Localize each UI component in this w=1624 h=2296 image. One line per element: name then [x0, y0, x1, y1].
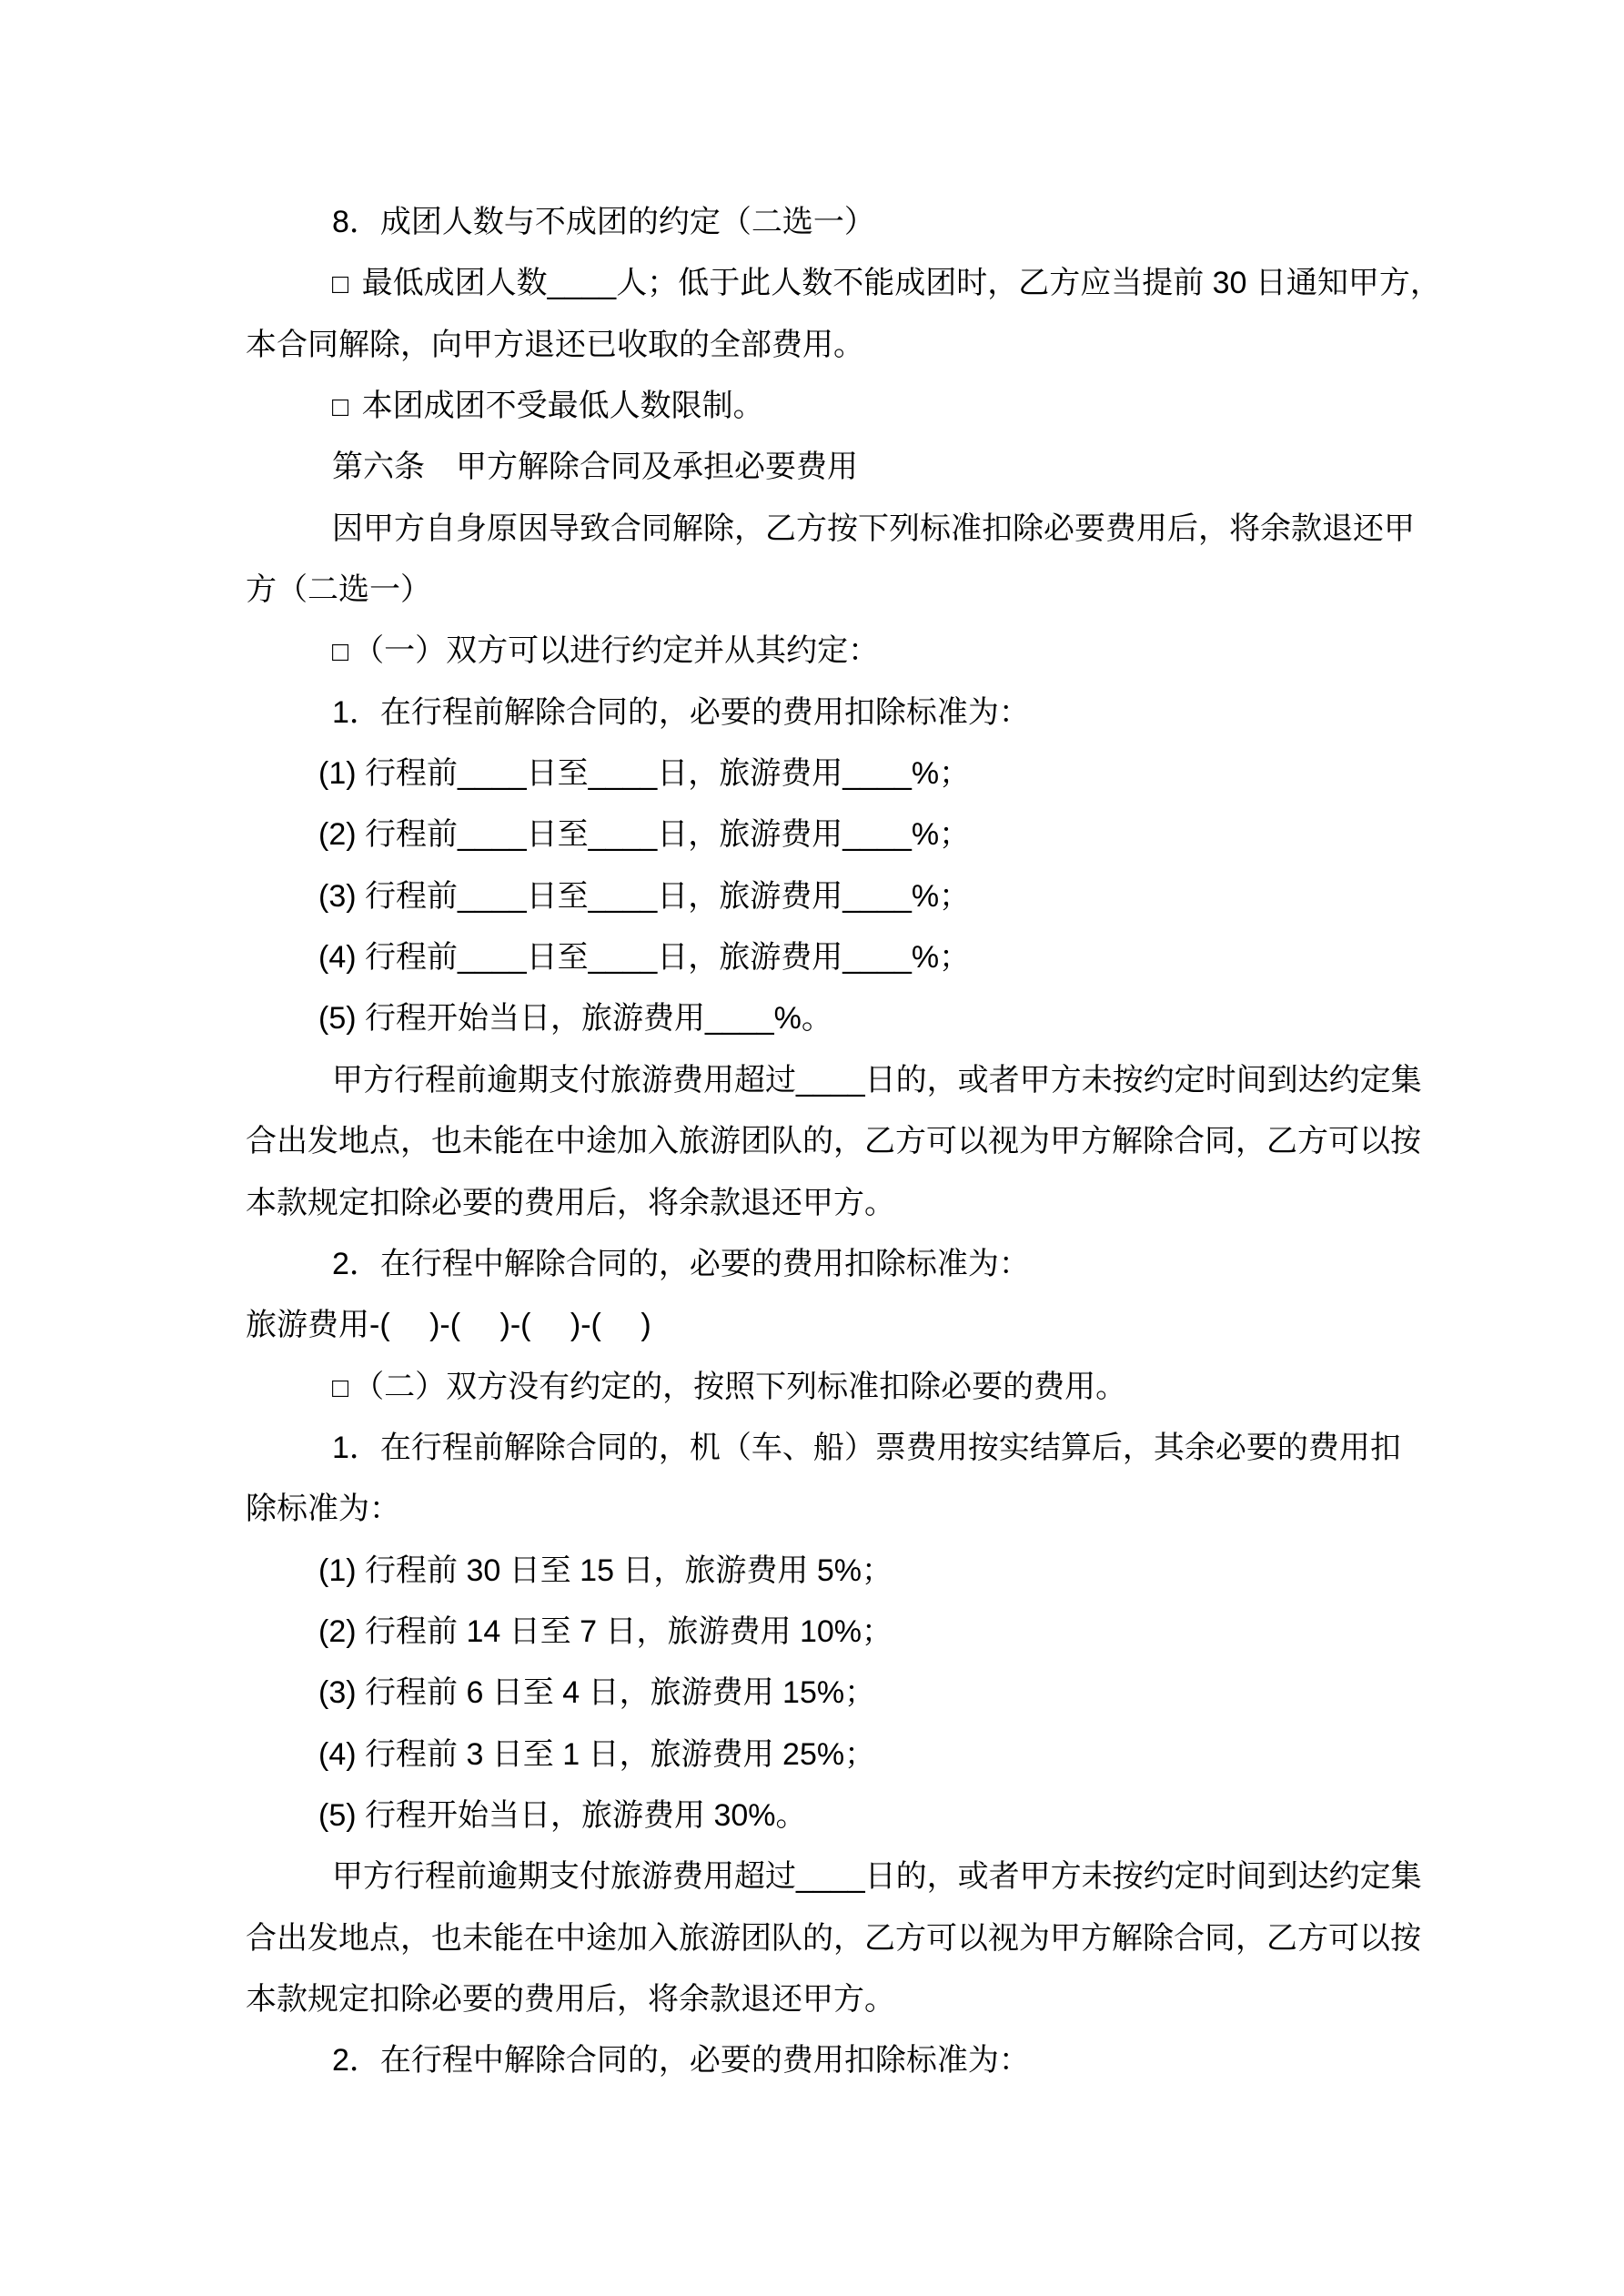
- doc-line: 本款规定扣除必要的费用后，将余款退还甲方。: [246, 1185, 895, 1220]
- doc-line-list-item: (4) 行程前 3 日至 1 日，旅游费用 25%；: [318, 1736, 876, 1772]
- doc-line: 合出发地点，也未能在中途加入旅游团队的，乙方可以视为甲方解除合同，乙方可以按: [246, 1124, 1421, 1159]
- doc-line-list-item: (1) 行程前 30 日至 15 日，旅游费用 5%；: [318, 1553, 893, 1588]
- doc-line: 本合同解除，向甲方退还已收取的全部费用。: [246, 327, 864, 362]
- doc-line-article6-heading: 第六条 甲方解除合同及承担必要费用: [332, 450, 858, 485]
- doc-line-list-item: (5) 行程开始当日，旅游费用____%。: [318, 1001, 832, 1037]
- doc-line-option-two: [246, 1357, 1387, 1418]
- doc-line-text: 本团成团不受最低人数限制。: [353, 389, 764, 424]
- doc-line-option-one: [246, 621, 1387, 682]
- doc-line-list-item: (5) 行程开始当日，旅游费用 30%。: [318, 1797, 807, 1833]
- doc-line: 合出发地点，也未能在中途加入旅游团队的，乙方可以视为甲方解除合同，乙方可以按: [246, 1920, 1421, 1956]
- doc-line: 方（二选一）: [246, 572, 431, 608]
- doc-line-list-item: (1) 行程前____日至____日，旅游费用____%；: [318, 756, 971, 792]
- doc-line: 1．在行程前解除合同的，必要的费用扣除标准为：: [332, 694, 1030, 730]
- doc-line-list-item: (3) 行程前____日至____日，旅游费用____%；: [318, 878, 971, 914]
- doc-line-list-item: (3) 行程前 6 日至 4 日，旅游费用 15%；: [318, 1675, 876, 1711]
- doc-line-option-min-group-size: [246, 253, 1441, 314]
- doc-line-text: （一）双方可以进行约定并从其约定：: [353, 633, 880, 669]
- doc-line: 2．在行程中解除合同的，必要的费用扣除标准为：: [332, 1246, 1030, 1281]
- doc-line-fee-formula: 旅游费用-( )-( )-( )-( ): [246, 1308, 651, 1343]
- doc-line-text: 最低成团人数____人；低于此人数不能成团时，乙方应当提前 30 日通知甲方，: [353, 266, 1441, 301]
- doc-line: 因甲方自身原因导致合同解除，乙方按下列标准扣除必要费用后，将余款退还甲: [332, 511, 1415, 546]
- doc-line-text: （二）双方没有约定的，按照下列标准扣除必要的费用。: [353, 1369, 1127, 1404]
- document-content: [246, 192, 1441, 2092]
- doc-line: 甲方行程前逾期支付旅游费用超过____日的，或者甲方未按约定时间到达约定集: [332, 1062, 1422, 1097]
- doc-line: 甲方行程前逾期支付旅游费用超过____日的，或者甲方未按约定时间到达约定集: [332, 1859, 1422, 1895]
- doc-line: 2．在行程中解除合同的，必要的费用扣除标准为：: [332, 2043, 1030, 2079]
- checkbox-unchecked-icon: □: [332, 1372, 349, 1403]
- doc-line-section8-title: 8．成团人数与不成团的约定（二选一）: [332, 205, 875, 239]
- doc-line-option-no-min-limit: [246, 376, 1387, 437]
- doc-line: 除标准为：: [246, 1492, 400, 1527]
- checkbox-unchecked-icon: □: [332, 392, 349, 423]
- doc-line-list-item: (4) 行程前____日至____日，旅游费用____%；: [318, 940, 971, 976]
- checkbox-unchecked-icon: □: [332, 637, 349, 668]
- doc-line-list-item: (2) 行程前____日至____日，旅游费用____%；: [318, 817, 971, 853]
- doc-line-list-item: (2) 行程前 14 日至 7 日，旅游费用 10%；: [318, 1613, 893, 1649]
- doc-line: 本款规定扣除必要的费用后，将余款退还甲方。: [246, 1981, 895, 2017]
- checkbox-unchecked-icon: □: [332, 269, 349, 300]
- doc-line: 1．在行程前解除合同的，机（车、船）票费用按实结算后，其余必要的费用扣: [332, 1430, 1401, 1465]
